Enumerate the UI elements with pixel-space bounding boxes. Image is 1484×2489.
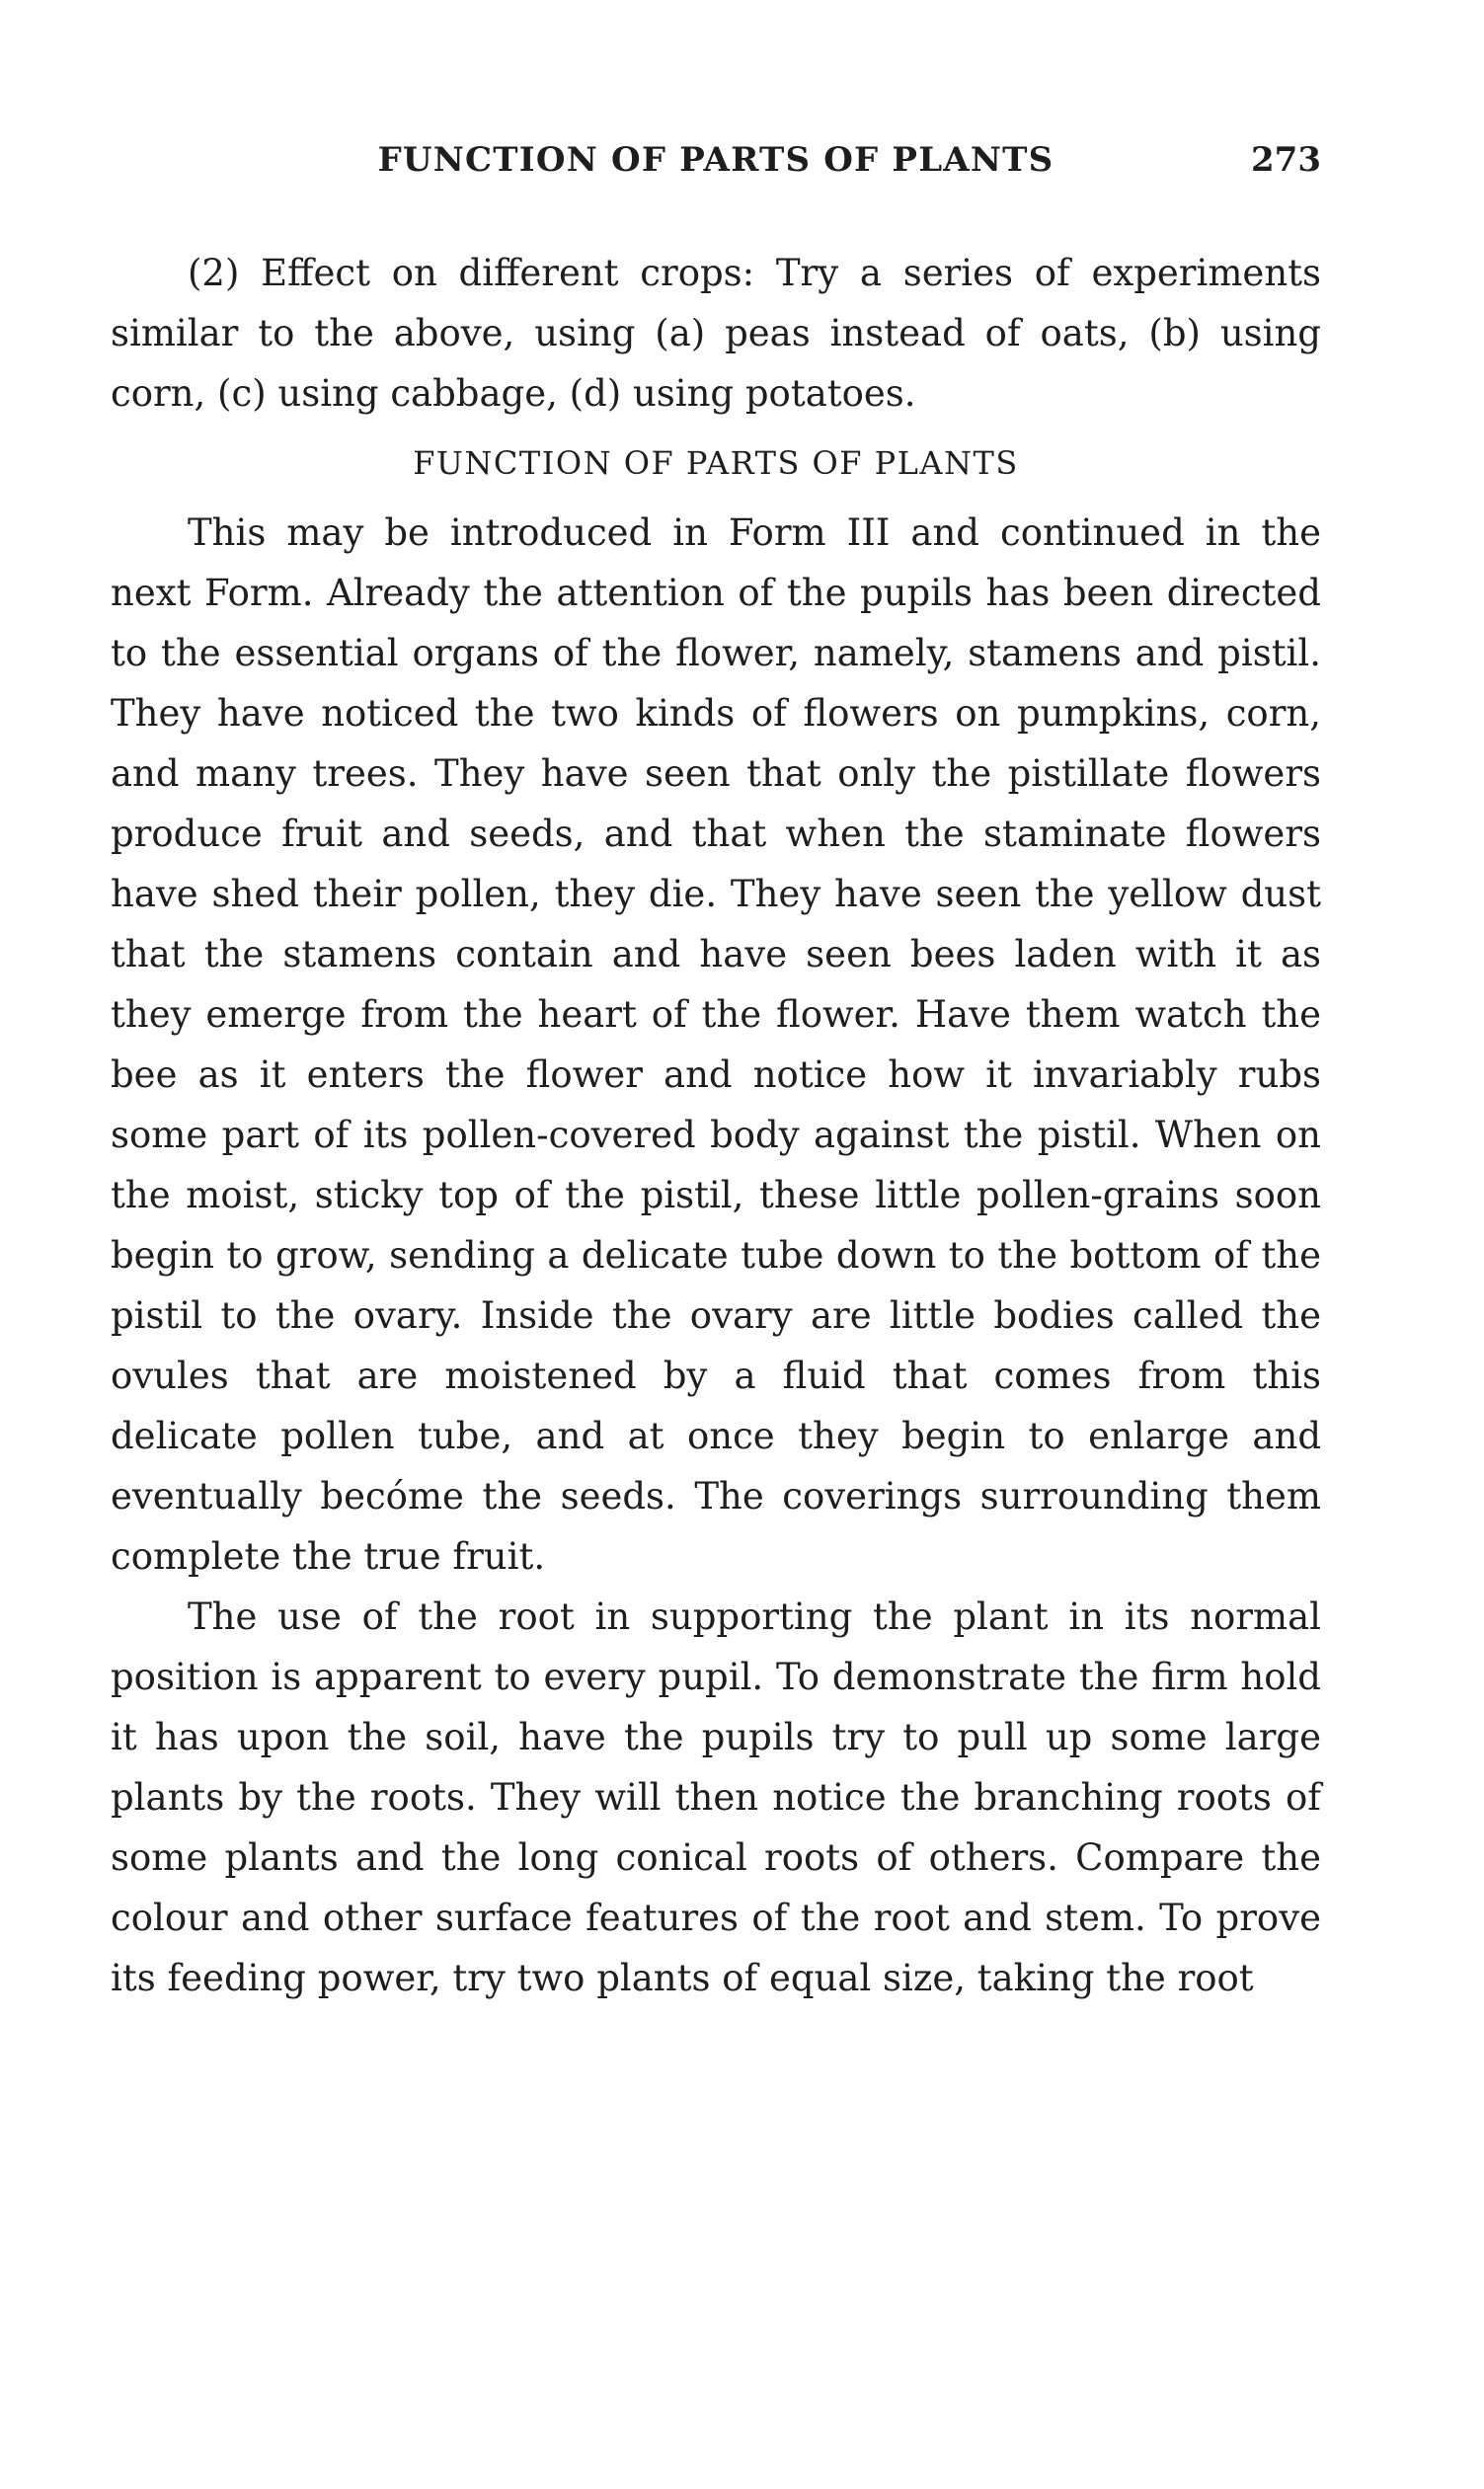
- running-title: FUNCTION OF PARTS OF PLANTS: [377, 140, 1054, 180]
- running-header: [111, 140, 1321, 190]
- paragraph-crops-experiment: (2) Effect on different crops: Try a series of experiments similar to the above, using (a) peas instead of oats, (b) using corn, (c) using cabbage, (d) using potatoes.: [111, 252, 1321, 415]
- page-number: 273: [1251, 140, 1321, 180]
- section-heading: FUNCTION OF PARTS OF PLANTS: [413, 444, 1019, 482]
- paragraph-flower-organs: This may be introduced in Form III and continued in the next Form. Already the attention of the pupils has been directed to the essential organs of the flower, namely, stamens and pistil. They have noticed the two kinds of flowers on pumpkins, corn, and many trees. They have seen that only the pistillate flowers produce fruit and seeds, and that when the staminate flowers have shed their pollen, they die. They have seen the yellow dust that the stamens contain and have seen bees laden with it as they emerge from the heart of the flower. Have them watch the bee as it enters the flower and notice how it invariably rubs some part of its pollen-covered body against the pistil. When on the moist, sticky top of the pistil, these little pollen-grains soon begin to grow, sending a delicate tube down to the bottom of the pistil to the ovary. Inside the ovary are little bodies called the ovules that are moistened by a fluid that comes from this delicate pollen tube, and at once they begin to enlarge and eventually becóme the seeds. The coverings surrounding them complete the true fruit.: [111, 511, 1321, 1578]
- paragraph-root-function: The use of the root in supporting the plant in its normal position is apparent to every pupil. To demonstrate the firm hold it has upon the soil, have the pupils try to pull up some large plants by the roots. They will then notice the branching roots of some plants and the long conical roots of others. Compare the colour and other surface features of the root and stem. To prove its feeding power, try two plants of equal size, taking the root: [111, 1595, 1321, 1999]
- body-text: [111, 243, 1321, 2008]
